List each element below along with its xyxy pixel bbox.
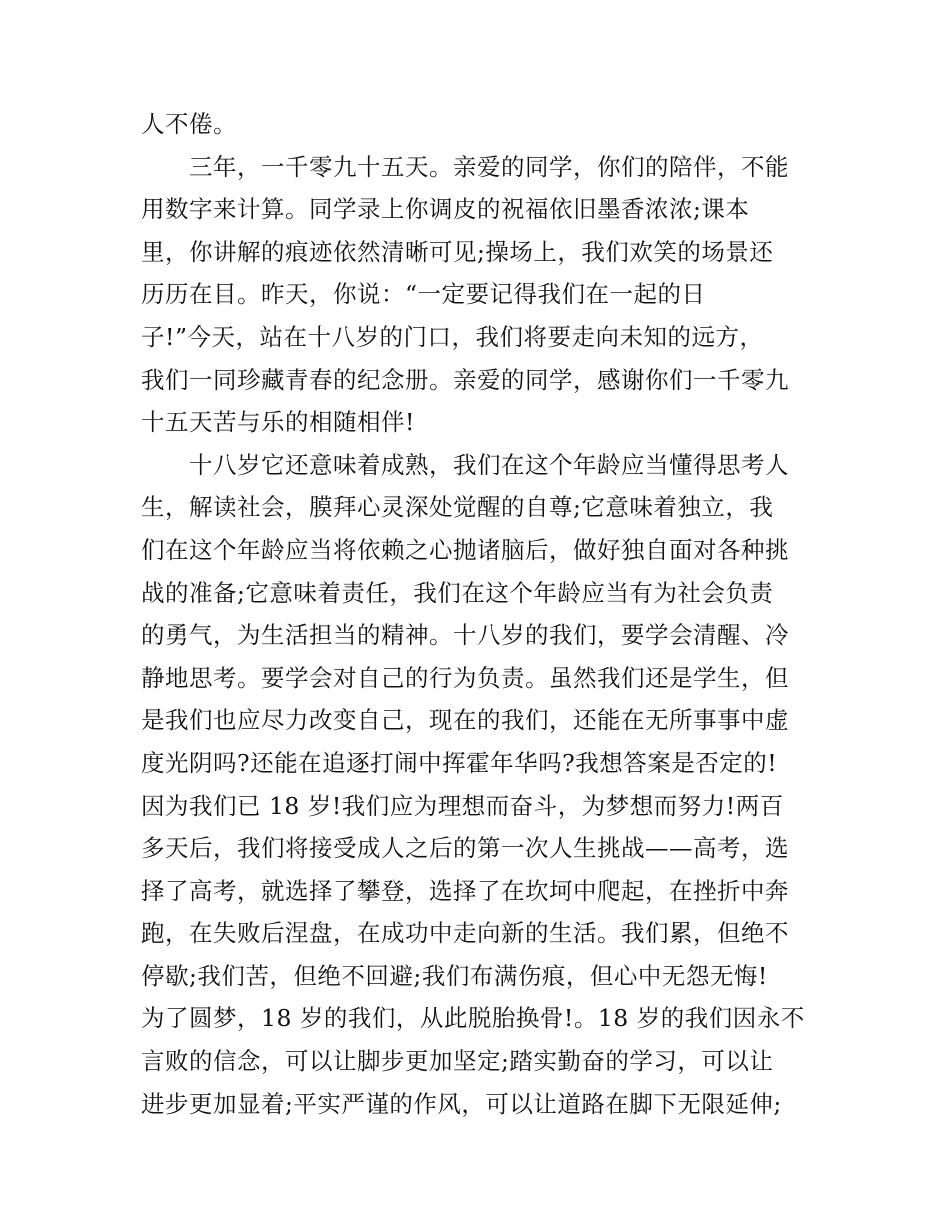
- text-line: 生，解读社会，膜拜心灵深处觉醒的自尊;它意味着独立，我: [141, 493, 774, 522]
- text-line: 十八岁它还意味着成熟，我们在这个年龄应当懂得思考人: [189, 450, 789, 479]
- text-line: 多天后，我们将接受成人之后的第一次人生挑战——高考，选: [141, 834, 789, 863]
- text-line: 跑，在失败后涅盘，在成功中走向新的生活。我们累，但绝不: [141, 919, 789, 948]
- text-line: 为了圆梦，18 岁的我们，从此脱胎换骨!。18 岁的我们因永不: [141, 1004, 805, 1033]
- text-line: 里，你讲解的痕迹依然清晰可见;操场上，我们欢笑的场景还: [141, 237, 774, 266]
- text-line: 们在这个年龄应当将依赖之心抛诸脑后，做好独自面对各种挑: [141, 535, 789, 564]
- text-line: 子!”今天，站在十八岁的门口，我们将要走向未知的远方，: [141, 322, 764, 351]
- text-line: 历历在目。昨天，你说：“一定要记得我们在一起的日: [141, 280, 706, 309]
- text-line: 进步更加显着;平实严谨的作风，可以让道路在脚下无限延伸;: [141, 1089, 782, 1118]
- text-line: 是我们也应尽力改变自己，现在的我们，还能在无所事事中虚: [141, 706, 789, 735]
- text-line: 战的准备;它意味着责任，我们在这个年龄应当有为社会负责: [141, 578, 774, 607]
- text-line: 停歇;我们苦，但绝不回避;我们布满伤痕，但心中无怨无悔!: [141, 961, 768, 990]
- text-line: 三年，一千零九十五天。亲爱的同学，你们的陪伴，不能: [189, 152, 789, 181]
- text-line: 静地思考。要学会对自己的行为负责。虽然我们还是学生，但: [141, 663, 789, 692]
- text-line: 度光阴吗?还能在追逐打闹中挥霍年华吗?我想答案是否定的!: [141, 748, 778, 777]
- document-body: [141, 103, 813, 1125]
- text-line: 因为我们已 18 岁!我们应为理想而奋斗，为梦想而努力!两百: [141, 791, 784, 820]
- text-line: 用数字来计算。同学录上你调皮的祝福依旧墨香浓浓;课本: [141, 195, 750, 224]
- text-line: 十五天苦与乐的相随相伴!: [141, 408, 415, 437]
- text-line: 择了高考，就选择了攀登，选择了在坎坷中爬起，在挫折中奔: [141, 876, 789, 905]
- text-line: 言败的信念，可以让脚步更加坚定;踏实勤奋的学习，可以让: [141, 1047, 774, 1076]
- text-line: 人不倦。: [141, 110, 237, 138]
- text-line: 的勇气，为生活担当的精神。十八岁的我们，要学会清醒、冷: [141, 621, 789, 650]
- text-line: 我们一同珍藏青春的纪念册。亲爱的同学，感谢你们一千零九: [141, 365, 789, 394]
